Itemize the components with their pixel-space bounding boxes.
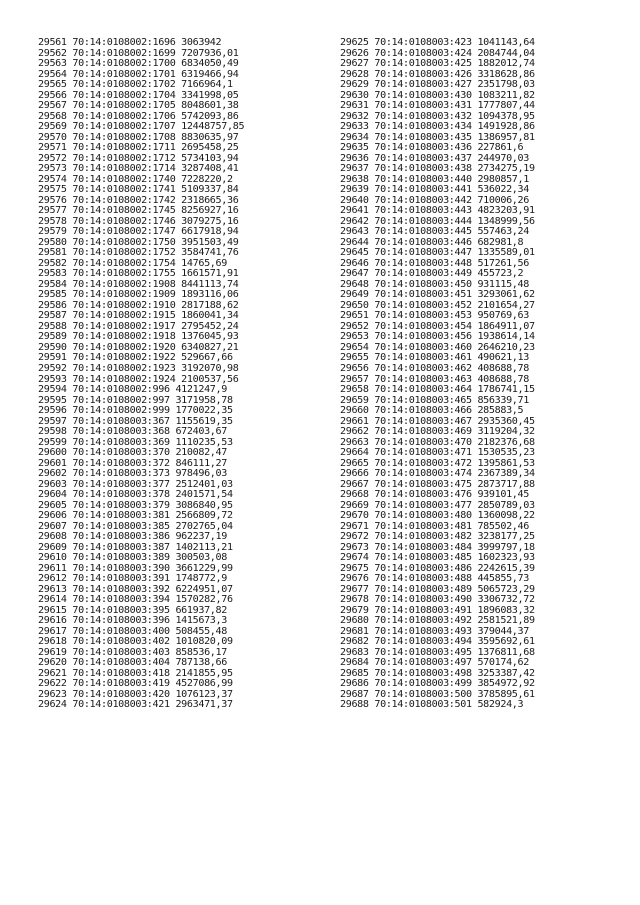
table-row: 29635 70:14:0108003:436 227861,6 — [340, 142, 524, 154]
table-row: 29618 70:14:0108003:402 1010820,09 — [38, 636, 233, 648]
table-row: 29642 70:14:0108003:444 1348999,56 — [340, 215, 535, 227]
table-row: 29626 70:14:0108003:424 2084744,04 — [340, 47, 535, 59]
table-row: 29604 70:14:0108003:378 2401571,54 — [38, 489, 233, 501]
table-row: 29625 70:14:0108003:423 1041143,64 — [340, 37, 535, 48]
table-row: 29653 70:14:0108003:456 1938614,14 — [340, 331, 535, 343]
table-row: 29573 70:14:0108002:1714 3287408,41 — [38, 163, 239, 175]
table-row: 29639 70:14:0108003:441 536022,34 — [340, 184, 529, 196]
table-row: 29623 70:14:0108003:420 1076123,37 — [38, 688, 233, 700]
table-row: 29638 70:14:0108003:440 2980857,1 — [340, 173, 529, 185]
table-row: 29666 70:14:0108003:474 2367389,34 — [340, 468, 535, 480]
table-row: 29613 70:14:0108003:392 6224951,07 — [38, 583, 233, 595]
table-row: 29675 70:14:0108003:486 2242615,39 — [340, 562, 535, 574]
table-row: 29674 70:14:0108003:485 1602323,93 — [340, 552, 535, 564]
table-row: 29594 70:14:0108002:996 4121247,9 — [38, 384, 227, 396]
table-row: 29572 70:14:0108002:1712 5734103,94 — [38, 152, 239, 164]
table-row: 29564 70:14:0108002:1701 6319466,94 — [38, 68, 239, 80]
table-row: 29620 70:14:0108003:404 787138,66 — [38, 657, 227, 669]
table-row: 29591 70:14:0108002:1922 529667,66 — [38, 352, 233, 364]
table-row: 29643 70:14:0108003:445 557463,24 — [340, 226, 529, 238]
table-row: 29637 70:14:0108003:438 2734275,19 — [340, 163, 535, 175]
table-row: 29683 70:14:0108003:495 1376811,68 — [340, 646, 535, 658]
table-row: 29596 70:14:0108002:999 1770022,35 — [38, 405, 233, 417]
table-row: 29663 70:14:0108003:470 2182376,68 — [340, 436, 535, 448]
table-row: 29679 70:14:0108003:491 1896083,32 — [340, 604, 535, 616]
table-row: 29628 70:14:0108003:426 3318628,86 — [340, 68, 535, 80]
table-row: 29617 70:14:0108003:400 508455,48 — [38, 625, 227, 637]
table-row: 29647 70:14:0108003:449 455723,2 — [340, 268, 524, 280]
table-row: 29671 70:14:0108003:481 785502,46 — [340, 520, 529, 532]
table-row: 29668 70:14:0108003:476 939101,45 — [340, 489, 529, 501]
table-row: 29615 70:14:0108003:395 661937,82 — [38, 604, 227, 616]
table-row: 29609 70:14:0108003:387 1402113,21 — [38, 541, 233, 553]
table-row: 29585 70:14:0108002:1909 1893116,06 — [38, 289, 239, 301]
table-row: 29605 70:14:0108003:379 3086840,95 — [38, 499, 233, 511]
table-row: 29598 70:14:0108003:368 672403,67 — [38, 426, 227, 438]
table-row: 29589 70:14:0108002:1918 1376045,93 — [38, 331, 239, 343]
table-row: 29616 70:14:0108003:396 1415673,3 — [38, 615, 227, 627]
table-row: 29571 70:14:0108002:1711 2695458,25 — [38, 142, 239, 154]
table-row: 29602 70:14:0108003:373 978496,03 — [38, 468, 227, 480]
table-row: 29664 70:14:0108003:471 1530535,23 — [340, 447, 535, 459]
table-row: 29607 70:14:0108003:385 2702765,04 — [38, 520, 233, 532]
table-row: 29652 70:14:0108003:454 1864911,07 — [340, 320, 535, 332]
table-row: 29634 70:14:0108003:435 1386957,81 — [340, 131, 535, 143]
table-row: 29568 70:14:0108002:1706 5742093,86 — [38, 110, 239, 122]
table-row: 29574 70:14:0108002:1740 7228220,2 — [38, 173, 233, 185]
table-row: 29650 70:14:0108003:452 2101654,27 — [340, 299, 535, 311]
table-row: 29669 70:14:0108003:477 2850789,03 — [340, 499, 535, 511]
table-row: 29649 70:14:0108003:451 3293061,62 — [340, 289, 535, 301]
table-row: 29580 70:14:0108002:1750 3951503,49 — [38, 236, 239, 248]
table-row: 29599 70:14:0108003:369 1110235,53 — [38, 436, 233, 448]
table-row: 29688 70:14:0108003:501 582924,3 — [340, 699, 524, 711]
table-row: 29673 70:14:0108003:484 3999797,18 — [340, 541, 535, 553]
table-row: 29687 70:14:0108003:500 3785895,61 — [340, 688, 535, 700]
table-row: 29684 70:14:0108003:497 570174,62 — [340, 657, 529, 669]
table-row: 29565 70:14:0108002:1702 7166964,1 — [38, 79, 233, 91]
table-row: 29569 70:14:0108002:1707 12448757,85 — [38, 121, 245, 133]
table-row: 29593 70:14:0108002:1924 2100537,56 — [38, 373, 239, 385]
table-row: 29661 70:14:0108003:467 2935360,45 — [340, 415, 535, 427]
table-row: 29629 70:14:0108003:427 2351798,03 — [340, 79, 535, 91]
table-row: 29662 70:14:0108003:469 3119204,32 — [340, 426, 535, 438]
table-row: 29677 70:14:0108003:489 5065723,29 — [340, 583, 535, 595]
table-row: 29657 70:14:0108003:463 408688,78 — [340, 373, 529, 385]
table-row: 29659 70:14:0108003:465 856339,71 — [340, 394, 529, 406]
table-row: 29646 70:14:0108003:448 517261,56 — [340, 257, 529, 269]
table-row: 29614 70:14:0108003:394 1570282,76 — [38, 594, 233, 606]
table-row: 29655 70:14:0108003:461 490621,13 — [340, 352, 529, 364]
table-row: 29681 70:14:0108003:493 379044,37 — [340, 625, 529, 637]
table-row: 29597 70:14:0108003:367 1155619,35 — [38, 415, 233, 427]
table-row: 29578 70:14:0108002:1746 3079275,16 — [38, 215, 239, 227]
table-row: 29645 70:14:0108003:447 1335589,01 — [340, 247, 535, 259]
table-row: 29676 70:14:0108003:488 445855,73 — [340, 573, 529, 585]
table-row: 29588 70:14:0108002:1917 2795452,24 — [38, 320, 239, 332]
table-row: 29608 70:14:0108003:386 962237,19 — [38, 531, 227, 543]
table-row: 29600 70:14:0108003:370 210082,47 — [38, 447, 227, 459]
table-row: 29592 70:14:0108002:1923 3192070,98 — [38, 362, 239, 374]
table-row: 29567 70:14:0108002:1705 8048601,38 — [38, 100, 239, 112]
table-row: 29562 70:14:0108002:1699 7207936,01 — [38, 47, 239, 59]
table-row: 29680 70:14:0108003:492 2581521,89 — [340, 615, 535, 627]
table-row: 29583 70:14:0108002:1755 1661571,91 — [38, 268, 239, 280]
left-column — [38, 38, 244, 711]
table-row: 29686 70:14:0108003:499 3854972,92 — [340, 678, 535, 690]
table-row: 29577 70:14:0108002:1745 8256927,16 — [38, 205, 239, 217]
table-row: 29621 70:14:0108003:418 2141855,95 — [38, 667, 233, 679]
table-row: 29622 70:14:0108003:419 4527086,99 — [38, 678, 233, 690]
table-row: 29627 70:14:0108003:425 1882012,74 — [340, 58, 535, 70]
table-row: 29658 70:14:0108003:464 1786741,15 — [340, 384, 535, 396]
table-row: 29632 70:14:0108003:432 1094378,95 — [340, 110, 535, 122]
table-row: 29654 70:14:0108003:460 2646210,23 — [340, 341, 535, 353]
table-row: 29590 70:14:0108002:1920 6340827,21 — [38, 341, 239, 353]
table-row: 29582 70:14:0108002:1754 14765,69 — [38, 257, 227, 269]
table-row: 29656 70:14:0108003:462 408688,78 — [340, 362, 529, 374]
table-row: 29584 70:14:0108002:1908 8441113,74 — [38, 278, 239, 290]
table-row: 29678 70:14:0108003:490 3306732,72 — [340, 594, 535, 606]
table-row: 29670 70:14:0108003:480 1360098,22 — [340, 510, 535, 522]
table-row: 29579 70:14:0108002:1747 6617918,94 — [38, 226, 239, 238]
table-row: 29581 70:14:0108002:1752 3584741,76 — [38, 247, 239, 259]
table-row: 29648 70:14:0108003:450 931115,48 — [340, 278, 529, 290]
table-row: 29576 70:14:0108002:1742 2318665,36 — [38, 194, 239, 206]
table-row: 29636 70:14:0108003:437 244970,03 — [340, 152, 529, 164]
table-row: 29685 70:14:0108003:498 3253387,42 — [340, 667, 535, 679]
table-row: 29611 70:14:0108003:390 3661229,99 — [38, 562, 233, 574]
table-row: 29561 70:14:0108002:1696 3063942 — [38, 37, 222, 48]
table-row: 29640 70:14:0108003:442 710006,26 — [340, 194, 529, 206]
table-row: 29630 70:14:0108003:430 1083211,82 — [340, 89, 535, 101]
right-column — [340, 38, 535, 711]
table-row: 29624 70:14:0108003:421 2963471,37 — [38, 699, 233, 711]
table-row: 29603 70:14:0108003:377 2512401,03 — [38, 478, 233, 490]
table-row: 29651 70:14:0108003:453 950769,63 — [340, 310, 529, 322]
table-row: 29682 70:14:0108003:494 3595692,61 — [340, 636, 535, 648]
table-row: 29644 70:14:0108003:446 682981,8 — [340, 236, 524, 248]
table-row: 29672 70:14:0108003:482 3238177,25 — [340, 531, 535, 543]
table-row: 29633 70:14:0108003:434 1491928,86 — [340, 121, 535, 133]
table-row: 29586 70:14:0108002:1910 2817188,62 — [38, 299, 239, 311]
table-row: 29660 70:14:0108003:466 285883,5 — [340, 405, 524, 417]
table-row: 29606 70:14:0108003:381 2566809,72 — [38, 510, 233, 522]
table-row: 29641 70:14:0108003:443 4823203,91 — [340, 205, 535, 217]
table-row: 29631 70:14:0108003:431 1777807,44 — [340, 100, 535, 112]
table-row: 29563 70:14:0108002:1700 6834050,49 — [38, 58, 239, 70]
table-row: 29570 70:14:0108002:1708 8830635,97 — [38, 131, 239, 143]
table-row: 29612 70:14:0108003:391 1748772,9 — [38, 573, 227, 585]
table-row: 29665 70:14:0108003:472 1395861,53 — [340, 457, 535, 469]
table-row: 29610 70:14:0108003:389 300503,08 — [38, 552, 227, 564]
table-row: 29595 70:14:0108002:997 3171958,78 — [38, 394, 233, 406]
table-row: 29667 70:14:0108003:475 2873717,88 — [340, 478, 535, 490]
table-row: 29619 70:14:0108003:403 858536,17 — [38, 646, 227, 658]
table-row: 29601 70:14:0108003:372 846111,27 — [38, 457, 227, 469]
table-row: 29575 70:14:0108002:1741 5109337,84 — [38, 184, 239, 196]
table-row: 29587 70:14:0108002:1915 1860041,34 — [38, 310, 239, 322]
table-row: 29566 70:14:0108002:1704 3341998,05 — [38, 89, 239, 101]
